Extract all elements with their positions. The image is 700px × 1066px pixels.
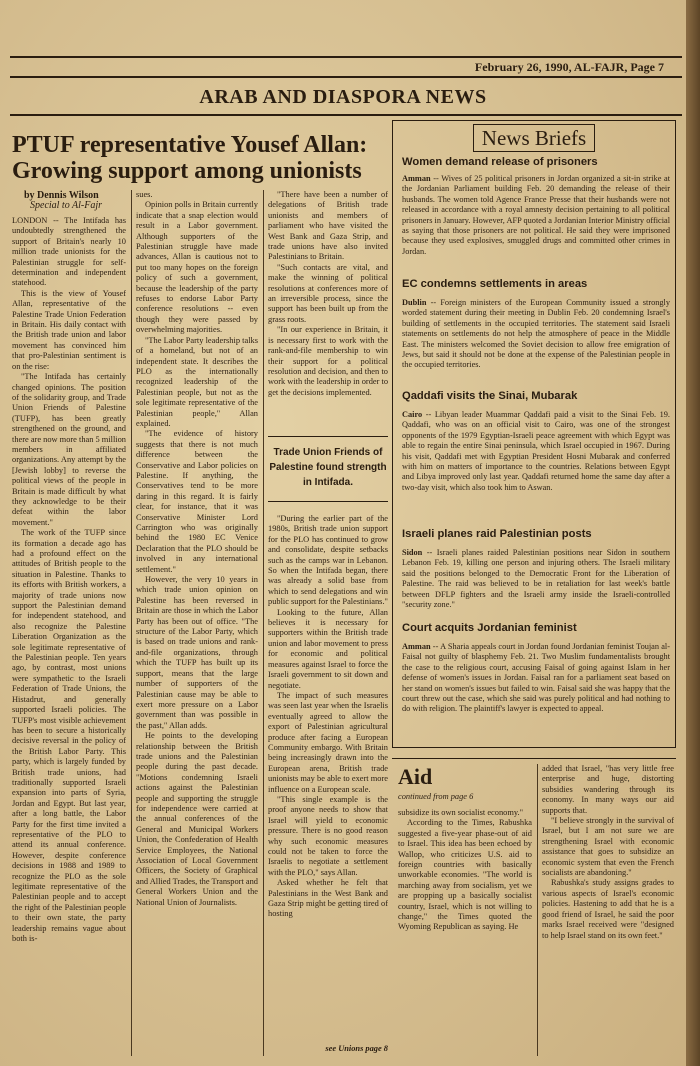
byline-role: Special to Al-Fajr xyxy=(30,200,103,211)
column-rule xyxy=(263,190,264,1056)
paragraph: "This single example is the proof anyone needs to show that Israel will yield to economic pressure. There is no good reason why such economic measures could not be taken to force the Israelis to negotiate a settlement with the PLO," says Allan. xyxy=(268,794,388,877)
brief-heading: Israeli planes raid Palestinian posts xyxy=(402,528,592,540)
paragraph: Asked whether he felt that Palestinians in the West Bank and Gaza Strip might be getting tired of hosting xyxy=(268,878,388,919)
paragraph: "The evidence of history suggests that there is not much difference between the Conservative and Labor policies on Palestine. If anything, the Conservatives tend to be more daring in this regard. It is fairly clear, for instance, that it was Conservative Minister Lord Carrington who was originally behind the 1980 EC Venice Declaration that the PLO should be involved in any international settlement." xyxy=(136,429,258,574)
paragraph: "I believe strongly in the survival of Israel, but I am not sure we are strengthening Israel with economic assistance that goes to subsidize an economic system that even the French socialists are abandoning." xyxy=(542,816,674,878)
paragraph: According to the Times, Rabushka suggested a five-year phase-out of aid to Israel. This idea has been echoed by Wallop, who criticizes U.S. aid to foreign countries with basically unworkable economies. "The world is marching away from socialism, yet we are propping up a basically socialist country, Israel, which is not willing to change," the Times quoted the Wyoming Republican as saying. He xyxy=(398,818,532,932)
paragraph: However, the very 10 years in which trade union opinion on Palestine has been reversed in Britain are those in which the Labor Party has been out of office. "The structure of the Labor Party, which is based on trade unions and rank-and-file organizations, through which the TUFP has built up its support, means that the large number of supporters of the Palestinian cause may be able to exert more pressure on a Labor government than was possible in the past," Allan adds. xyxy=(136,575,258,730)
paragraph: "In our experience in Britain, it is necessary first to work with the rank-and-file membership to win their support for a political resolution and decision, and then to work with the leadership in order to get the decisions implemented. xyxy=(268,325,388,397)
paragraph: This is the view of Yousef Allan, representative of the Palestine Trade Union Federation in Britain. His daily contact with the British trade union and labor movement has convinced him that pro-Palestinian sentiment is on the rise: xyxy=(12,288,126,371)
column-rule xyxy=(537,764,538,1056)
brief-heading: Women demand release of prisoners xyxy=(402,156,598,168)
brief-body: Amman -- A Sharia appeals court in Jordan found Jordanian feminist Toujan al-Faisal not guilty of blasphemy Feb. 21. Two Muslim fundamentalists brought the case to the religious court, accusing Faisal of going against Islam in her defense of women's issues in Jordan. Faisal ran for a parliament seat based on her stand on women's issues but failed to win. Faisal said she was happy that the court threw out the case, which she said was purely political and had nothing to do with religion. The plaintiff's lawyer is expected to appeal. xyxy=(402,642,670,714)
paragraph: Looking to the future, Allan believes it is necessary for supporters within the British trade union and labor movement to press for economic and political measures against Israel to force the Israeli government to sit down and negotiate. xyxy=(268,607,388,690)
aid-continued-from: continued from page 6 xyxy=(398,792,474,801)
brief-body: Sidon -- Israeli planes raided Palestinian positions near Sidon in southern Lebanon Feb. 19, killing one person and injuring others. The Israeli military said the positions belonged to the Democratic Front for the Liberation of Palestine. The raid was believed to be in retaliation for last week's battle between DFLP fighters and the Israeli army inside the Israeli-controlled "security zone." xyxy=(402,548,670,610)
binding-spine xyxy=(686,0,700,1066)
section-title: ARAB AND DIASPORA NEWS xyxy=(199,86,487,108)
aid-column-1 xyxy=(398,808,532,1056)
paragraph: added that Israel, "has very little free enterprise and huge, distorting subsidies wandering through its economy. In many ways our aid supports that. xyxy=(542,764,674,815)
paragraph: subsidize its own socialist economy." xyxy=(398,808,523,817)
brief-body: Cairo -- Libyan leader Muammar Qaddafi paid a visit to the Sinai Feb. 19. Qaddafi, who was on an official visit to Cairo, was one of the strongest opponents of the 1979 Egyptian-Israeli peace agreement with which Egypt was able to regain the entire Sinai peninsula, which Israel occupied in 1967. During his visit, Qaddafi met with Egyptian President Hosni Mubarak and conferred with him on matters of importance to the countries. Relations between Egypt and Libya improved only last year. Qaddafi returned home the same day after a two-day visit, which also took him to Aswan. xyxy=(402,410,670,492)
paragraph: "There have been a number of delegations of British trade unionists and members of parliament who have visited the West Bank and Gaza Strip, and trade unions have also invited Palestinians to Britain. xyxy=(268,190,388,262)
paragraph: The work of the TUFP since its formation a decade ago has had a profound effect on the attitudes of British people to the situation in Palestine. Thanks to its efforts with British workers, a majority of trade unions now support the Palestinian demand for independent statehood, and also recognize the Palestine Liberation Organization as the sole legitimate representative of the Palestinian people. Ten years ago, by contrast, most unions were sympathetic to the Israeli Federation of Trade Unions, the Histadrut, and generally supported Israeli policies. The TUFP's most visible achievement has been to secure a historically decisive reversal in the policy of the British Labor Party. This party, which is largely funded by British trade unions, had traditionally supported Israeli expansion into parts of Syria, Jordan and Egypt. But last year, after a long battle, the Labor Party for the first time invited a representative of the PLO to attend its annual conference. However, despite conference decisions in 1988 and 1989 to recognize the PLO as the sole legitimate representative of the Palestinian people and to accept the right of the Palestinian people to their own state, the party leadership remains vague about both is- xyxy=(12,528,126,944)
brief-heading: EC condemns settlements in areas xyxy=(402,278,588,290)
article-column-3-bottom xyxy=(268,514,388,1044)
top-rule xyxy=(10,56,682,58)
brief-heading: Qaddafi visits the Sinai, Mubarak xyxy=(402,390,578,402)
page-folio: February 26, 1990, AL-FAJR, Page 7 xyxy=(474,60,664,74)
news-briefs-title: News Briefs xyxy=(392,126,676,151)
section-rule xyxy=(10,114,682,116)
article-headline xyxy=(12,132,384,184)
paragraph: "The Intifada has certainly changed opinions. The position of the solidarity group, and Trade Union Friends of Palestine (TUFP), has been greatly strengthened on the ground, and there are now more than 5 million members in affiliated organizations. Any attempt by the [Jewish lobby] to reverse the political views of the people in Britain is made difficult by what they acknowledge to be their defeat within the labor movement." xyxy=(12,372,126,527)
paragraph: sues. xyxy=(136,190,153,199)
headline-line-2: Growing support among unionists xyxy=(12,158,362,184)
paragraph: "The Labor Party leadership talks of a homeland, but not of an independent state. It describes the PLO as the internationally recognized leadership of the Palestinian people, but not as the sole legitimate representative of the Palestinian people," Allan explained. xyxy=(136,335,258,428)
paragraph: The impact of such measures was seen last year when the Israelis eventually agreed to allow the export of Palestinian agricultural produce after facing a European Community embargo. With Britain being increasingly drawn into the European arena, British trade unionists may be able to exert more influence on a European scale. xyxy=(268,690,388,794)
continued-notice: see Unions page 8 xyxy=(325,1044,388,1053)
pull-quote: Trade Union Friends of Palestine found strength in Intifada. xyxy=(268,436,388,502)
brief-heading: Court acquits Jordanian feminist xyxy=(402,622,577,634)
brief-body: Dublin -- Foreign ministers of the European Community issued a strongly worded statement during their meeting in Dublin Feb. 20 condemning Israel's building of settlements in the occupied territories. The statement said Israeli statements on settlements do not help the atmosphere of peace in the Middle East. The ministers welcomed the Soviet decision to allow free emigration of Jews, but said it should not be done at the expense of the Palestinian people in the occupied territories. xyxy=(402,298,670,370)
paragraph: "During the earlier part of the 1980s, British trade union support for the PLO has continued to grow and consolidate, despite setbacks such as the camps war in Lebanon. So when the Intifada began, there was already a solid base from which to send delegations and win public support for the Palestinians." xyxy=(268,514,388,607)
article-column-2 xyxy=(136,190,258,1056)
article-column-3-top xyxy=(268,190,388,430)
headline-line-1: PTUF representative Yousef Allan: xyxy=(12,132,368,158)
paragraph: Rabushka's study assigns grades to various aspects of Israel's economic policies. Hastening to add that he is a good friend of Israel, he said the poor marks Israel received were "designed to help Israel stand on its own feet." xyxy=(542,878,674,940)
aid-column-2 xyxy=(542,764,674,1056)
article-column-1 xyxy=(12,216,126,1056)
paragraph: He points to the developing relationship between the British trade unions and the Palestinian people during the past decade. "Motions condemning Israeli actions against the Palestinian people and supporting the struggle for independence were carried at the annual conferences of the General and Municipal Workers Union, the Confederation of Health Service Employees, the National Association of Local Government Officers, the Society of Graphical and Allied Trades, the Transport and General Workers Union and the National Union of Journalists. xyxy=(136,731,258,907)
header-rule xyxy=(10,76,682,78)
byline: by Dennis Wilson xyxy=(24,190,99,201)
paragraph: "Such contacts are vital, and make the winning of political resolutions at conferences more of an irreversible process, since the support has been built up from the grass roots. xyxy=(268,262,388,324)
column-rule xyxy=(131,190,132,1056)
paragraph: Opinion polls in Britain currently indicate that a snap election would result in a Labor government. Although supporters of the Palestinian struggle have made advances, Allan is cautious not to put too many hopes on the foreign policy of such a government, because the leadership of the party refuses to endorse Labor Party conference resolutions -- even though they were passed by overwhelming majorities. xyxy=(136,200,258,335)
brief-body: Amman -- Wives of 25 political prisoners in Jordan organized a sit-in strike at the Jordanian Parliament building Feb. 20 demanding the release of their husbands. The women told Agence France Presse that their husbands were not released in accordance with a royal amnesty decision pertaining to all political prisoners in January. However, AFP quoted a Jordanian Interior Ministry official as saying that those prisoners are not political. He said they were imprisoned because they used explosives, smuggled drugs and committed other crimes in Jordan. xyxy=(402,174,670,256)
aid-headline: Aid xyxy=(398,764,433,789)
paragraph: LONDON -- The Intifada has undoubtedly strengthened the support of Britain's nearly 10 million trade unionists for the Palestinian struggle for self-determination and independent statehood. xyxy=(12,216,126,288)
